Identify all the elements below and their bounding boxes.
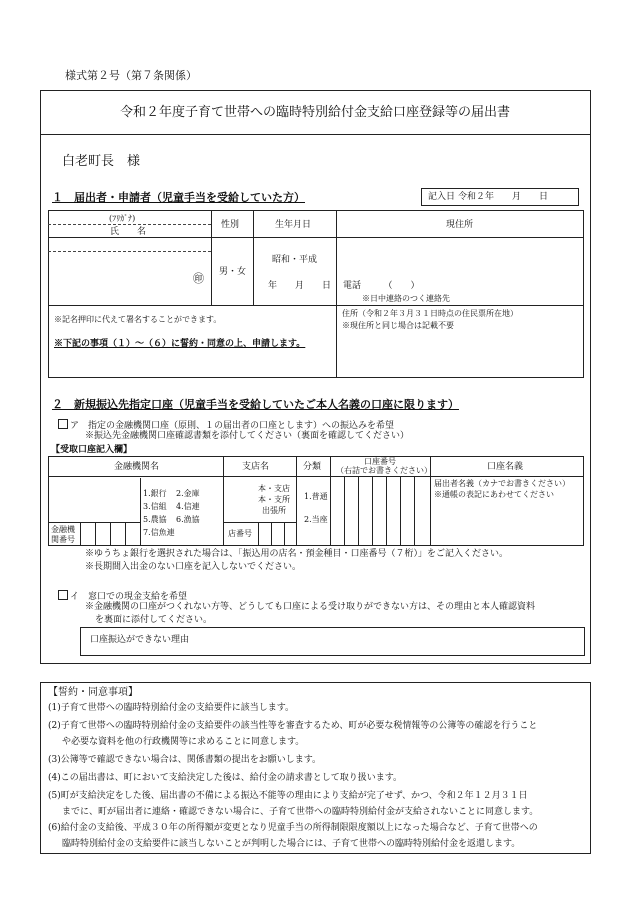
col-type: 分類 — [303, 462, 322, 472]
account-vline-bank — [223, 456, 224, 546]
reason-label: 口座振込ができない理由 — [90, 635, 190, 645]
yucho-note: ※ゆうちょ銀行を選択された場合は、「振込用の店名・預金種目・口座番号（７桁）」をご記入ください。 — [85, 549, 509, 559]
applicant-vline-3 — [336, 210, 337, 378]
era-options[interactable]: 昭和・平成 — [272, 255, 318, 265]
col-gender: 性別 — [221, 220, 240, 230]
phone-note: ※日中連絡のつく連絡先 — [362, 294, 450, 303]
bank-type-6[interactable]: 6.漁協 — [176, 515, 200, 524]
bank-type-1[interactable]: 1.銀行 — [143, 489, 167, 498]
option-b-checkbox[interactable] — [58, 590, 68, 600]
pledge-item: 臨時特別給付金の支給要件に該当しないことが判明した場合には、子育て世帯への臨時特別給付金を返還します。 — [62, 839, 521, 849]
branch-code-input[interactable] — [259, 523, 295, 545]
address-input[interactable] — [340, 242, 580, 276]
section1-heading: １ 届出者・申請者（児童手当を受給していた方） — [52, 191, 305, 204]
name-furigana-dash — [48, 251, 211, 252]
bank-code-input[interactable] — [81, 523, 139, 545]
pledge-item: (6)給付金の支給後、平成３０年の所得額が変更となり児童手当の所得制限限度額以上になった場合など、子育て世帯への — [48, 823, 538, 833]
pledge-item: (4)この届出書は、町において支給決定した後は、給付金の請求書として取り扱います。 — [48, 773, 403, 783]
addressee: 白老町長 様 — [62, 154, 141, 169]
gender-options[interactable]: 男・女 — [219, 267, 247, 277]
option-b[interactable] — [58, 590, 187, 602]
bank-type-5[interactable]: 5.農協 — [143, 515, 167, 524]
applicant-vline-2 — [253, 210, 254, 305]
birthdate-fields[interactable]: 年 月 日 — [268, 281, 332, 291]
holder-note-1: 届出者名義（カナでお書きください） — [434, 479, 570, 488]
col-account-number-sub: （右詰でお書きください） — [336, 466, 432, 475]
col-branch: 支店名 — [242, 462, 270, 472]
pledge-item: (1)子育て世帯への臨時特別給付金の支給要件に該当します。 — [48, 703, 295, 713]
form-title: 令和２年度子育て世帯への臨時特別給付金支給口座登録等の届出書 — [119, 105, 510, 120]
pledge-heading: 【誓約・同意事項】 — [48, 687, 138, 698]
name-input[interactable] — [52, 253, 200, 281]
entry-date-value: 令和２年 月 日 — [458, 192, 549, 202]
account-header-line — [48, 476, 584, 477]
applicant-header-line — [48, 237, 584, 238]
pledge-item: (2)子育て世帯への臨時特別給付金の支給要件の該当性等を審査するため、町が必要な税情報等の公簿等の確認を行うこと — [48, 721, 538, 731]
pledge-consent-note: ※下記の事項（１）～（６）に誓約・同意の上、申請します。 — [54, 339, 306, 349]
branch-type-2[interactable]: 本・支所 — [258, 495, 290, 504]
col-bank: 金融機関名 — [114, 462, 160, 472]
applicant-vline-1 — [211, 210, 212, 305]
option-a[interactable] — [58, 419, 394, 431]
branch-type-3[interactable]: 出張所 — [262, 506, 286, 515]
col-address: 現住所 — [446, 220, 474, 230]
branch-name-input[interactable] — [226, 478, 256, 518]
address-r3-note: ※現住所と同じ場合は記載不要 — [342, 321, 454, 330]
bank-type-4[interactable]: 4.信連 — [176, 502, 200, 511]
bank-type-3[interactable]: 3.信組 — [143, 502, 167, 511]
form-label: 様式第２号（第７条関係） — [65, 69, 197, 82]
option-a-label: ア 指定の金融機関口座（原則、１の届出者の口座とします）への振込みを希望 — [70, 421, 395, 431]
pledge-item: (3)公簿等で確認できない場合は、関係書類の提出をお願いします。 — [48, 755, 322, 765]
pledge-item: (5)町が支給決定をした後、届出書の不備による振込不能等の理由により支給が完了せず、かつ、令和２年１２月３１日 — [48, 791, 528, 801]
option-a-checkbox[interactable] — [58, 419, 68, 429]
account-type-2[interactable]: 2.当座 — [304, 515, 328, 524]
section2-heading: ２ 新規振込先指定口座（児童手当を受給していたご本人名義の口座に限ります） — [52, 398, 459, 411]
applicant-row-line — [48, 305, 584, 306]
option-b-label: イ 窓口での現金支給を希望 — [70, 592, 188, 602]
phone-label[interactable]: 電話 （ ） — [343, 281, 420, 291]
bank-code-label: 金融機関番号 — [51, 525, 75, 544]
col-holder: 口座名義 — [487, 462, 524, 472]
branch-code-label: 店番号 — [228, 529, 252, 538]
furigana-dash — [48, 224, 211, 225]
entry-date-label: 記入日 — [428, 192, 456, 202]
option-a-note: ※振込先金融機関口座確認書類を添付してください（裏面を確認してください） — [85, 431, 410, 441]
bank-type-7[interactable]: 7.信魚連 — [143, 528, 175, 537]
col-birthdate: 生年月日 — [275, 220, 312, 230]
col-account-number: 口座番号 — [364, 457, 396, 466]
address-r3-input[interactable] — [340, 334, 580, 374]
branch-type-1[interactable]: 本・支店 — [258, 484, 290, 493]
bank-code-vline-4 — [140, 478, 141, 546]
seal-mark: ㊞ — [193, 272, 204, 285]
long-term-note: ※長期間入出金のない口座を記入しないでください。 — [85, 562, 302, 572]
holder-note-2: ※通帳の表記にあわせてください — [434, 490, 554, 499]
address-r3-label: 住所（令和２年３月３１日時点の住民票所在地） — [342, 309, 518, 318]
pledge-item: までに、町が届出者に連絡・確認できない場合に、子育て世帯への臨時特別給付金が支給されないことに同意します。 — [62, 807, 539, 817]
bank-name-input[interactable] — [52, 478, 138, 520]
account-number-input[interactable] — [331, 477, 429, 545]
title-divider — [40, 134, 591, 135]
col-name: 氏 名 — [110, 227, 147, 237]
account-table-label: 【受取口座記入欄】 — [51, 445, 133, 455]
account-vline-branch — [296, 456, 297, 546]
bank-type-2[interactable]: 2.金庫 — [176, 489, 200, 498]
account-type-1[interactable]: 1.普通 — [304, 492, 328, 501]
option-b-note-1: ※金融機関の口座がつくれない方等、どうしても口座による受け取りができない方は、その理由と本人確認資料 — [85, 602, 536, 612]
pledge-item: や必要な資料を他の行政機関等に求めることに同意します。 — [62, 737, 305, 747]
sign-note: ※記名押印に代えて署名することができます。 — [54, 315, 222, 324]
col-furigana: (ﾌﾘｶﾞﾅ) — [109, 214, 136, 223]
option-b-note-2: を裏面に添付してください。 — [95, 615, 213, 625]
holder-name-input[interactable] — [432, 503, 582, 544]
